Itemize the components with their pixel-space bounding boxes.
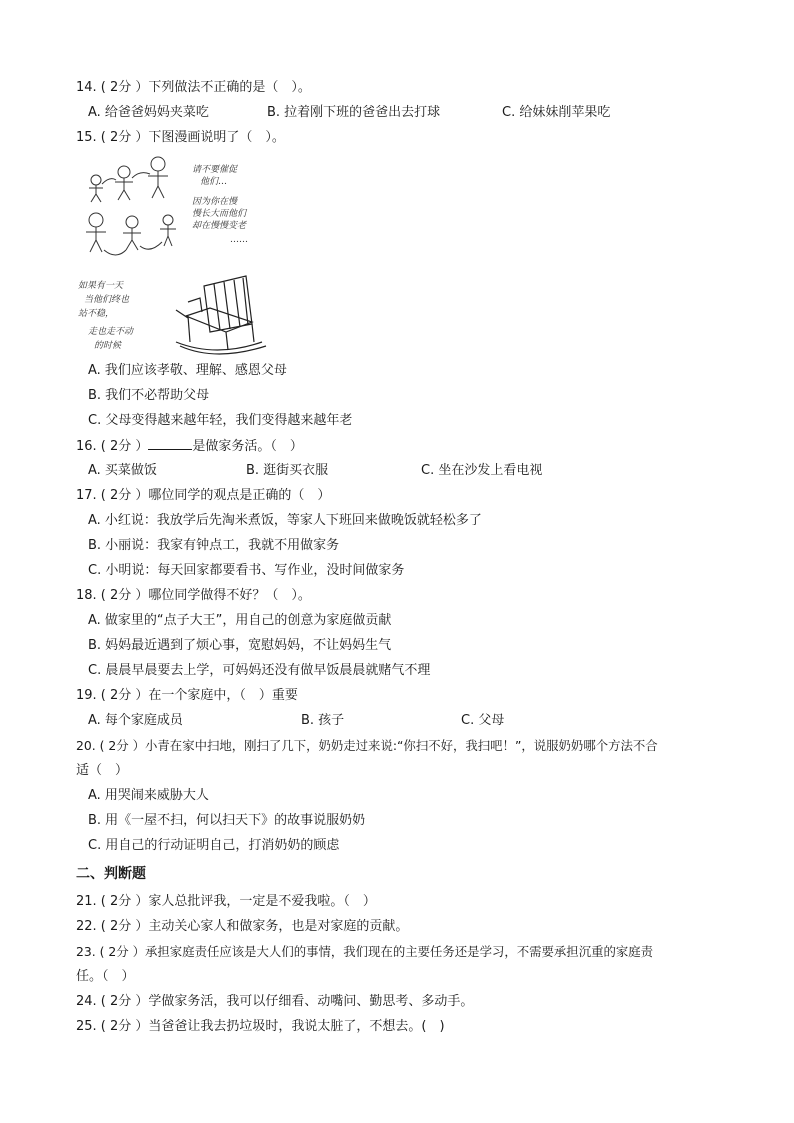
question-16-option-a: A. 买菜做饭 <box>88 463 157 478</box>
question-19-option-c: C. 父母 <box>461 713 505 728</box>
question-17-stem: 17. ( 2分 ）哪位同学的观点是正确的（ ） <box>76 488 331 503</box>
comic-caption-5: 却在慢慢变老 <box>192 221 247 231</box>
question-16-stem <box>76 437 303 456</box>
comic-caption-2: 他们… <box>200 177 228 187</box>
question-14-option-a: A. 给爸爸妈妈夹菜吃 <box>88 105 209 120</box>
question-16-option-b: B. 逛街买衣服 <box>246 463 329 478</box>
question-20-option-c: C. 用自己的行动证明自己，打消奶奶的顾虑 <box>88 838 340 853</box>
comic-bottom-panel <box>76 272 276 358</box>
question-17-option-b: B. 小丽说：我家有钟点工，我就不用做家务 <box>88 538 340 553</box>
question-16-prefix: 16. ( 2分 ） <box>76 439 149 454</box>
comic-caption-11: 的时候 <box>94 341 122 351</box>
comic-caption-8: 当他们终也 <box>84 295 130 305</box>
comic-caption-3: 因为你在慢 <box>192 197 238 207</box>
question-25: 25. ( 2分 ）当爸爸让我去扔垃圾时，我说太脏了，不想去。( ) <box>76 1019 445 1034</box>
comic-caption-7: 如果有一天 <box>78 281 124 291</box>
question-23-line1: 23. ( 2分 ）承担家庭责任应该是大人们的事情，我们现在的主要任务还是学习，不需要承担沉重的家庭责 <box>76 944 654 959</box>
question-17-option-a: A. 小红说：我放学后先淘米煮饭，等家人下班回来做晚饭就轻松多了 <box>88 513 482 528</box>
question-15-option-c: C. 父母变得越来越年轻，我们变得越来越年老 <box>88 413 353 428</box>
comic-caption-1: 请不要催促 <box>192 165 238 175</box>
question-20-option-b: B. 用《一屋不扫，何以扫天下》的故事说服奶奶 <box>88 813 366 828</box>
question-18-stem: 18. ( 2分 ）哪位同学做得不好？（ ）。 <box>76 588 311 603</box>
question-18-option-b: B. 妈妈最近遇到了烦心事，宽慰妈妈，不让妈妈生气 <box>88 638 392 653</box>
question-20-stem-line1: 20. ( 2分 ）小青在家中扫地，刚扫了几下，奶奶走过来说:“你扫不好，我扫吧！”，说服奶奶哪个方法不合 <box>76 738 658 753</box>
question-21: 21. ( 2分 ）家人总批评我，一定是不爱我啦。（ ） <box>76 894 376 909</box>
question-18-option-c: C. 晨晨早晨要去上学，可妈妈还没有做早饭晨晨就赌气不理 <box>88 663 431 678</box>
question-15-option-b: B. 我们不必帮助父母 <box>88 388 210 403</box>
question-15-option-a: A. 我们应该孝敬、理解、感恩父母 <box>88 363 287 378</box>
question-23-line2: 任。（ ） <box>76 969 135 984</box>
question-18-option-a: A. 做家里的“点子大王”，用自己的创意为家庭做贡献 <box>88 613 392 628</box>
question-19-option-a: A. 每个家庭成员 <box>88 713 183 728</box>
question-22: 22. ( 2分 ）主动关心家人和做家务，也是对家庭的贡献。 <box>76 919 409 934</box>
answer-blank <box>148 437 192 450</box>
section-title-judgment: 二、判断题 <box>76 866 146 882</box>
question-19-stem: 19. ( 2分 ）在一个家庭中，（ ）重要 <box>76 688 298 703</box>
comic-top-panel <box>80 150 280 260</box>
question-20-option-a: A. 用哭闹来威胁大人 <box>88 788 209 803</box>
question-14-option-c: C. 给妹妹削苹果吃 <box>502 105 611 120</box>
comic-caption-10: 走也走不动 <box>88 327 134 337</box>
question-14-stem: 14. ( 2分 ）下列做法不正确的是（ ）。 <box>76 80 311 95</box>
comic-caption-6: …… <box>230 235 248 245</box>
rocking-chair-icon <box>176 276 266 354</box>
question-20-stem-line2: 适（ ） <box>76 763 129 778</box>
question-16-option-c: C. 坐在沙发上看电视 <box>421 463 543 478</box>
question-15-stem: 15. ( 2分 ）下图漫画说明了（ ）。 <box>76 130 285 145</box>
question-19-option-b: B. 孩子 <box>301 713 345 728</box>
comic-caption-4: 慢长大而他们 <box>192 209 247 219</box>
comic-caption-9: 站不稳， <box>78 309 115 319</box>
question-24: 24. ( 2分 ）学做家务活，我可以仔细看、动嘴问、勤思考、多动手。 <box>76 994 474 1009</box>
question-14-option-b: B. 拉着刚下班的爸爸出去打球 <box>267 105 441 120</box>
stick-figures-top-icon <box>86 157 176 255</box>
question-17-option-c: C. 小明说：每天回家都要看书、写作业，没时间做家务 <box>88 563 405 578</box>
question-16-suffix: 是做家务活。（ ） <box>192 439 303 454</box>
